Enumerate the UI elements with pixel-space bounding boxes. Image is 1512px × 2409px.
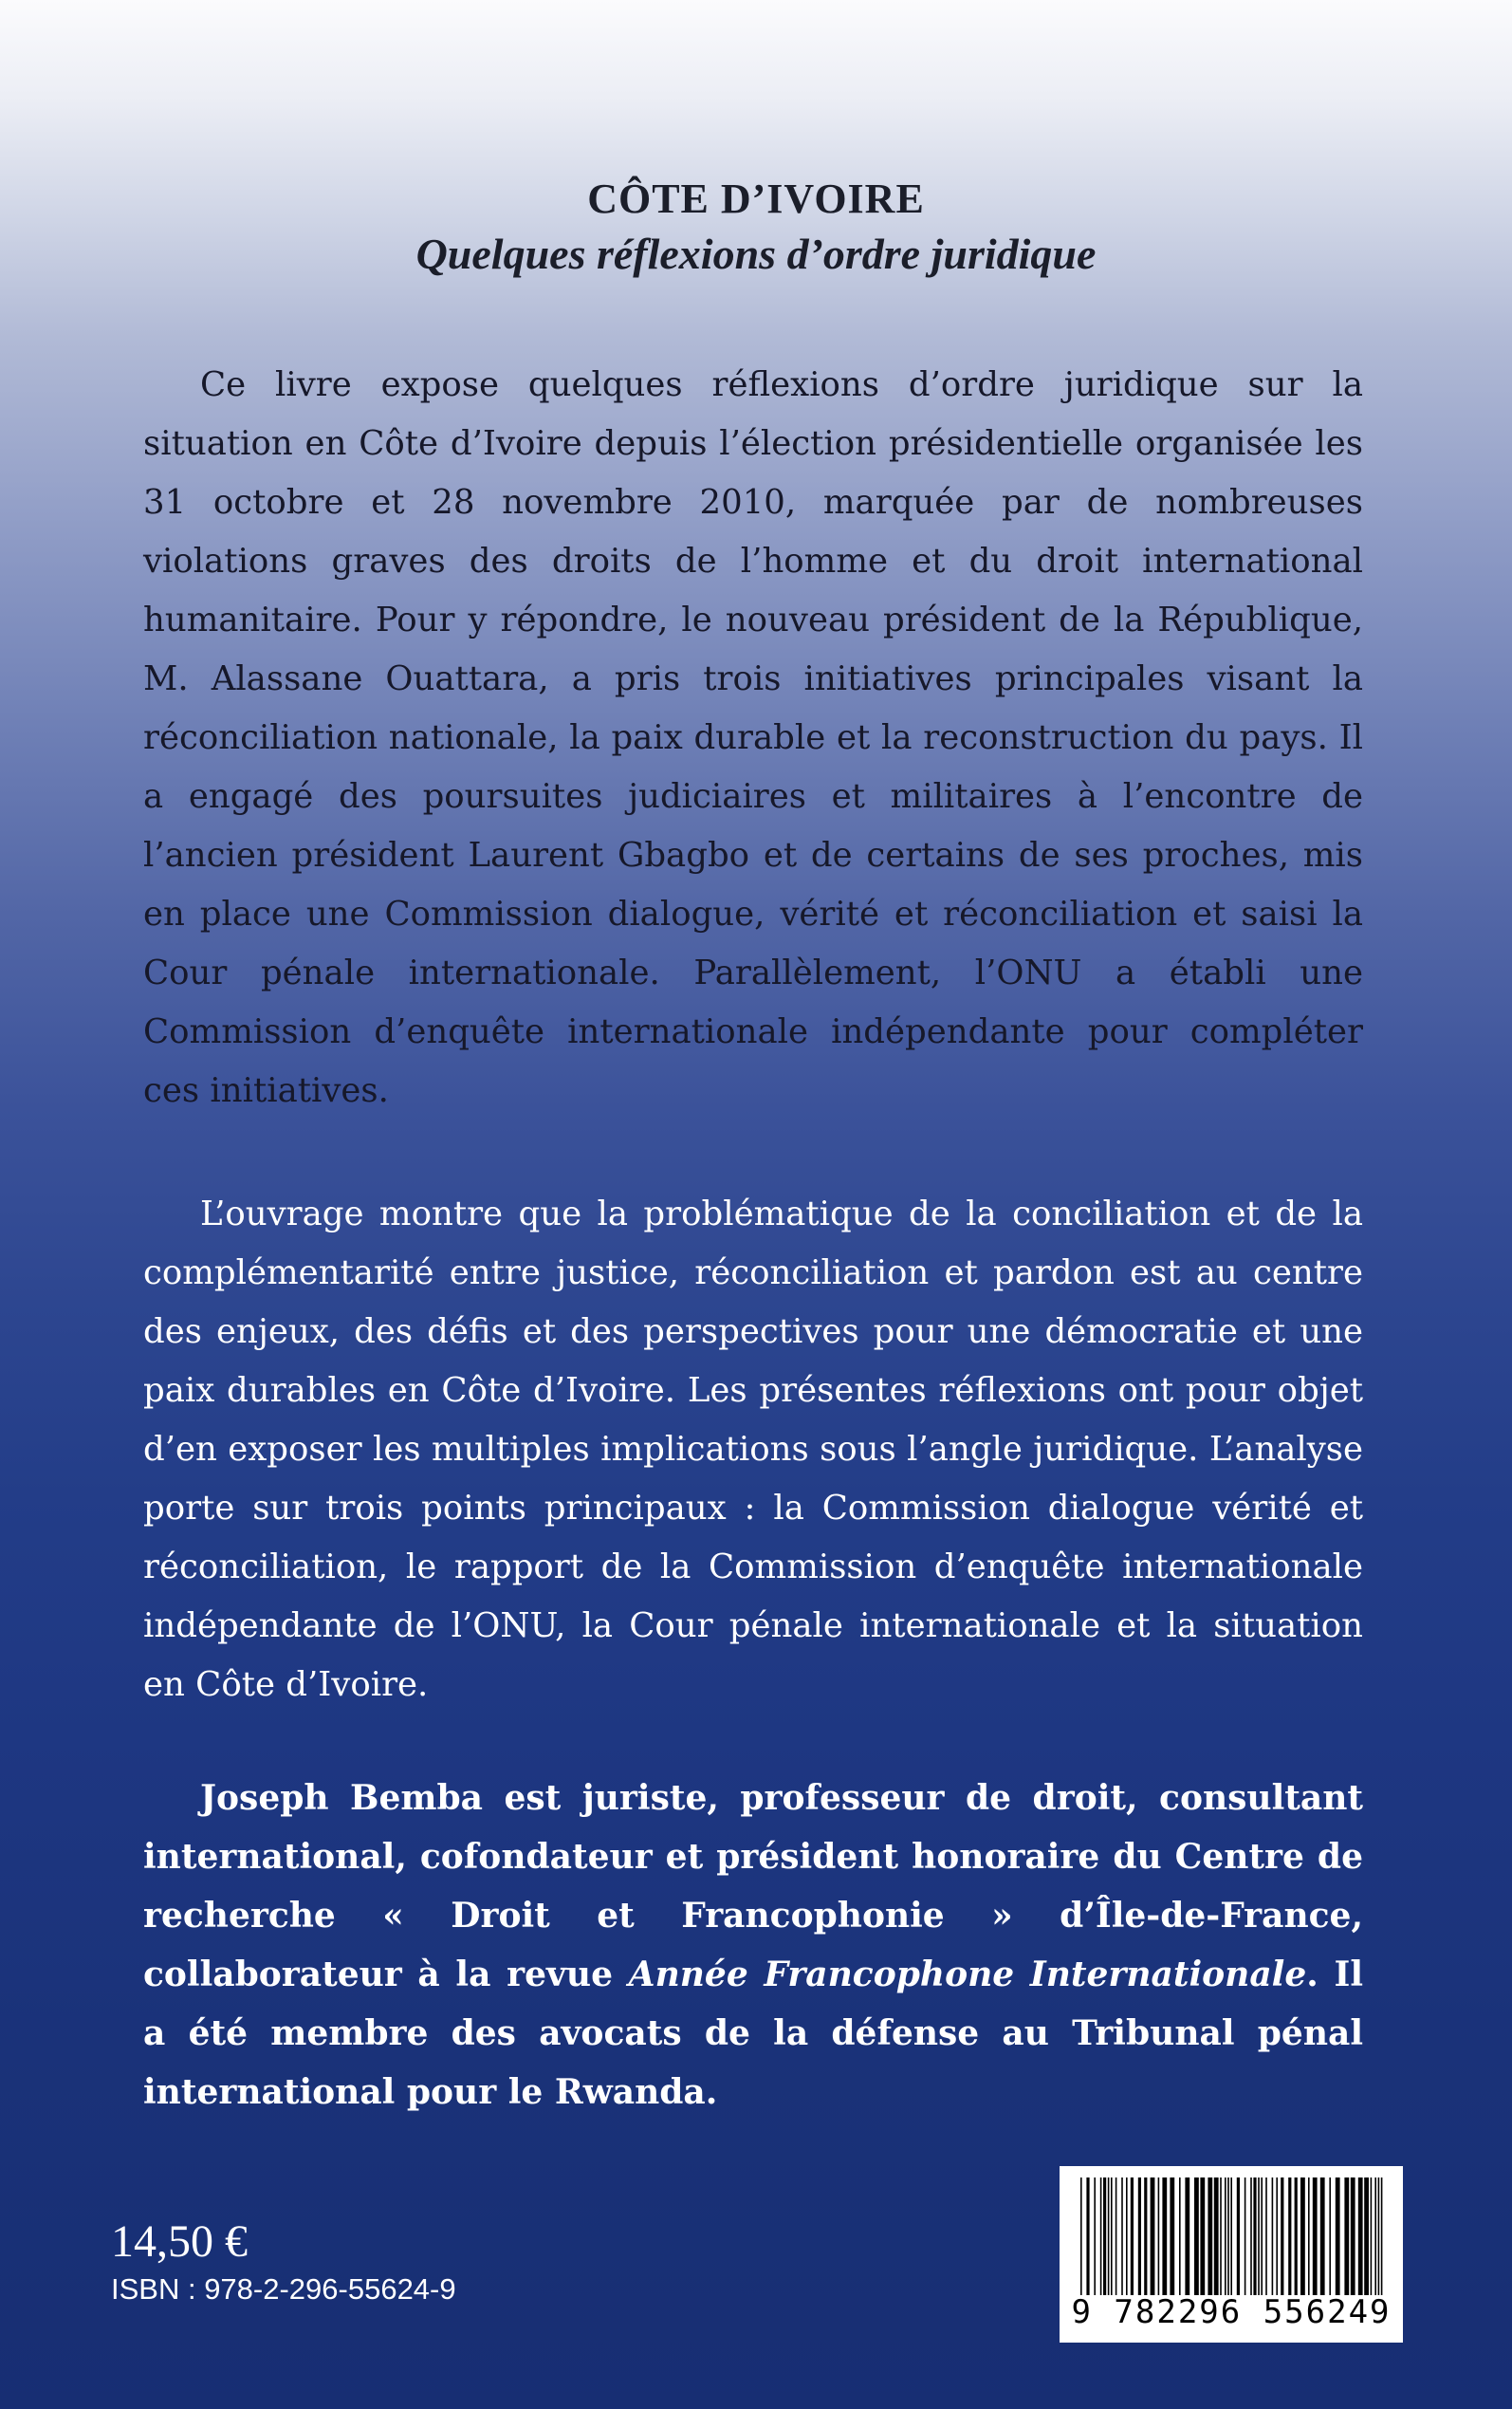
- barcode-bar: [1237, 2177, 1240, 2295]
- barcode-bar: [1320, 2177, 1325, 2295]
- barcode: [1060, 2166, 1403, 2343]
- barcode-number: 9 782296 556249: [1071, 2293, 1392, 2331]
- barcode-bar: [1261, 2177, 1263, 2295]
- barcode-bar: [1245, 2177, 1246, 2295]
- barcode-bar: [1225, 2177, 1226, 2295]
- isbn: ISBN : 978-2-296-55624-9: [111, 2272, 456, 2306]
- barcode-bar: [1162, 2177, 1167, 2295]
- barcode-bar: [1295, 2177, 1298, 2295]
- barcode-bar: [1131, 2177, 1134, 2295]
- barcode-bar: [1151, 2177, 1155, 2295]
- barcode-bar: [1158, 2177, 1160, 2295]
- summary-paragraph-2: L’ouvrage montre que la problématique de la conciliation et de la complémentarité entre justice, réconciliation et pardon est au centre des enjeux, des défis et des perspectives pour une démocratie et une paix durables en Côte d’Ivoire. Les présentes réflexions ont pour objet d’en exposer les multiples implications sous l’angle juridique. L’analyse porte sur trois points principaux : la Commission dialogue vérité et réconciliation, le rapport de la Commission d’enquête internationale indépendante de l’ONU, la Cour pénale internationale et la situation en Côte d’Ivoire.: [143, 1195, 1363, 1704]
- barcode-bar: [1300, 2177, 1305, 2295]
- barcode-bar: [1308, 2177, 1310, 2295]
- author-bio-part1: Joseph Bemba est juriste, professeur de droit, consultant international, cofondateur et président honoraire du Centre de recherche « Droit et Francophonie » d’Île-de-France, collaborateur à la revue: [143, 1778, 1363, 1994]
- barcode-bar: [1121, 2177, 1123, 2295]
- barcode-bar: [1214, 2177, 1219, 2295]
- barcode-bar: [1378, 2177, 1380, 2295]
- barcode-bar: [1344, 2177, 1349, 2295]
- book-title: CÔTE D’IVOIRE: [587, 176, 925, 222]
- author-bio-part2: . Il a été membre des avocats de la défense au Tribunal pénal international pour le Rwanda.: [143, 1955, 1363, 2112]
- barcode-bar: [1103, 2177, 1106, 2295]
- barcode-bar: [1230, 2177, 1232, 2295]
- barcode-bar: [1179, 2177, 1181, 2295]
- summary-paragraph-1: Ce livre expose quelques réflexions d’ordre juridique sur la situation en Côte d’Ivoire depuis l’élection présidentielle organisée les 31 octobre et 28 novembre 2010, marquée par de nombreuses violations graves des droits de l’homme et du droit international humanitaire. Pour y répondre, le nouveau président de la République, M. Alassane Ouattara, a pris trois initiatives principales visant la réconciliation nationale, la paix durable et la reconstruction du pays. Il a engagé des poursuites judiciaires et militaires à l’encontre de l’ancien président Laurent Gbagbo et de certains de ses proches, mis en place une Commission dialogue, vérité et réconciliation et saisi la Cour pénale internationale. Parallèlement, l’ONU a établi une Commission d’enquête internationale indépendante pour compléter ces initiatives.: [143, 365, 1363, 1110]
- barcode-bar: [1374, 2177, 1376, 2295]
- barcode-bar: [1185, 2177, 1189, 2295]
- barcode-bar: [1080, 2177, 1082, 2295]
- journal-name: Année Francophone Internationale: [628, 1955, 1307, 1994]
- barcode-bar: [1381, 2177, 1383, 2295]
- barcode-bar: [1371, 2177, 1373, 2295]
- barcode-bar: [1200, 2177, 1205, 2295]
- barcode-bar: [1094, 2177, 1096, 2295]
- barcode-bar: [1086, 2177, 1089, 2295]
- barcode-bar: [1100, 2177, 1102, 2295]
- barcode-bar: [1138, 2177, 1141, 2295]
- barcode-bar: [1111, 2177, 1113, 2295]
- barcode-bar: [1170, 2177, 1174, 2295]
- barcode-bars: [1077, 2177, 1388, 2295]
- barcode-bar: [1313, 2177, 1318, 2295]
- barcode-bar: [1351, 2177, 1355, 2295]
- barcode-bar: [1288, 2177, 1291, 2295]
- barcode-bar: [1250, 2177, 1252, 2295]
- barcode-bar: [1336, 2177, 1340, 2295]
- barcode-bar: [1194, 2177, 1199, 2295]
- barcode-bar: [1281, 2177, 1283, 2295]
- barcode-bar: [1144, 2177, 1147, 2295]
- barcode-bar: [1126, 2177, 1128, 2295]
- title-block: [0, 173, 1512, 283]
- barcode-bar: [1364, 2177, 1369, 2295]
- barcode-bar: [1329, 2177, 1331, 2295]
- barcode-bar: [1265, 2177, 1267, 2295]
- barcode-bar: [1253, 2177, 1256, 2295]
- barcode-bar: [1358, 2177, 1363, 2295]
- barcode-bar: [1272, 2177, 1274, 2295]
- price: 14,50 €: [111, 2216, 248, 2267]
- barcode-bar: [1108, 2177, 1110, 2295]
- barcode-bar: [1258, 2177, 1260, 2295]
- barcode-bar: [1208, 2177, 1212, 2295]
- author-bio: [143, 1769, 1363, 2122]
- barcode-bar: [1227, 2177, 1229, 2295]
- barcode-bar: [1116, 2177, 1117, 2295]
- book-subtitle: Quelques réflexions d’ordre juridique: [415, 230, 1097, 278]
- barcode-bar: [1220, 2177, 1222, 2295]
- barcode-bar: [1276, 2177, 1278, 2295]
